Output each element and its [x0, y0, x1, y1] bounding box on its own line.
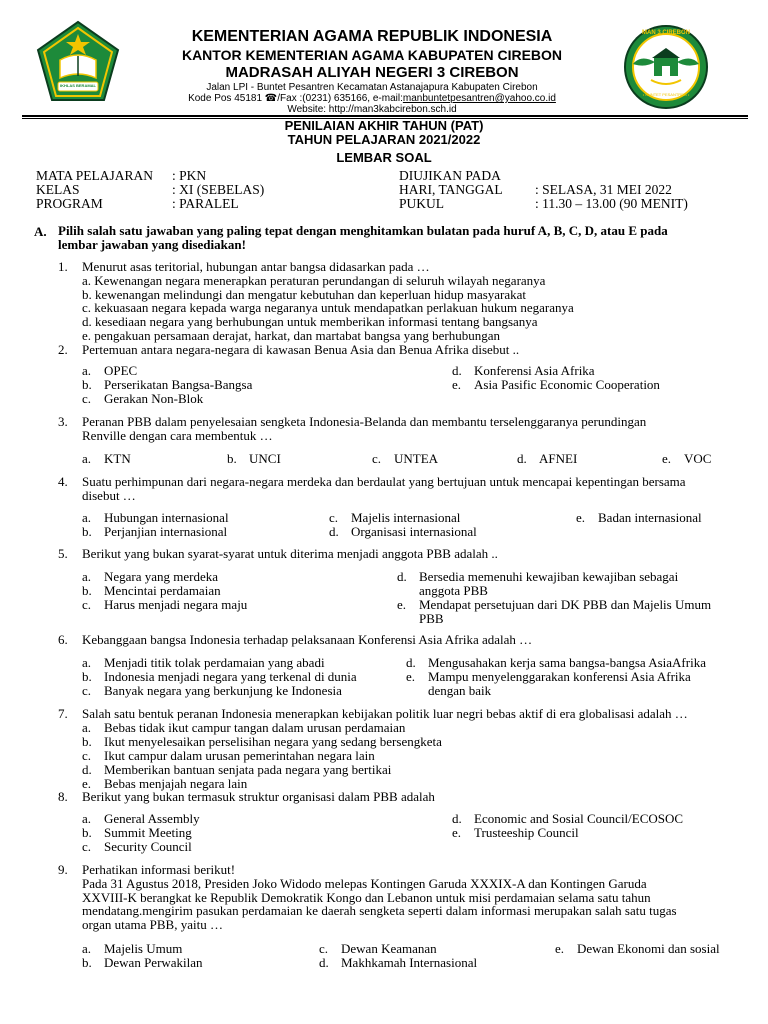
option-7e: e. Bebas menjajah negara lain: [82, 776, 248, 791]
option-1d: d. kesediaan negara yang berhubungan untuk memberikan informasi tentang bangsanya: [82, 314, 538, 329]
right-logo-bottom-text: • BUNTET PESANTREN •: [642, 92, 690, 97]
question-text: Pertemuan antara negara-negara di kawasan Benua Asia dan Benua Afrika disebut ..: [82, 342, 520, 357]
instruction-line-2: lembar jawaban yang disediakan!: [58, 237, 246, 252]
info-value-day-date: : SELASA, 31 MEI 2022: [535, 182, 672, 197]
option-1a: a. Kewenangan negara menerapkan peraturan perundangan di seluruh wilayah negaranya: [82, 273, 546, 288]
option-5a: a. Negara yang merdeka: [82, 569, 219, 584]
option-5e: Mendapat persetujuan dari DK PBB dan Majelis Umum PBB: [419, 597, 712, 626]
option-3d: d. AFNEI: [517, 451, 578, 466]
question-text: Peranan PBB dalam penyelesaian sengketa Indonesia-Belanda dan membantu terselenggaranya perundingan Renville dengan cara membentuk …: [82, 414, 647, 443]
option-8c: c. Security Council: [82, 839, 192, 854]
question-number: 8.: [58, 789, 68, 804]
option-7a: a. Bebas tidak ikut campur tangan dalam urusan perdamaian: [82, 720, 406, 735]
question-text: Salah satu bentuk peranan Indonesia menerapkan kebijakan politik luar negri bebas aktif di era globalisasi adalah …: [82, 706, 688, 721]
question-text: Berikut yang bukan syarat-syarat untuk diterima menjadi anggota PBB adalah ..: [82, 546, 498, 561]
option-9d: d. Makhkamah Internasional: [319, 955, 478, 970]
contact-prefix: Kode Pos 45181 ☎/Fax :(0231) 635166, e-mail:: [188, 93, 403, 104]
option-3c: c. UNTEA: [372, 451, 439, 466]
question-text: Menurut asas teritorial, hubungan antar bangsa didasarkan pada …: [82, 259, 430, 274]
option-4d: d. Organisasi internasional: [329, 524, 477, 539]
option-3e: e. VOC: [662, 451, 712, 466]
option-4b: b. Perjanjian internasional: [82, 524, 228, 539]
option-9b: b. Dewan Perwakilan: [82, 955, 203, 970]
letterhead-rule: [22, 115, 748, 117]
option-6b: b. Indonesia menjadi negara yang terkenal di dunia: [82, 669, 357, 684]
sheet-title: LEMBAR SOAL: [336, 150, 432, 165]
question-text: Perhatikan informasi berikut!: [82, 862, 236, 877]
section-instruction: [58, 224, 734, 252]
option-6a: a. Menjadi titik tolak perdamaian yang abadi: [82, 655, 325, 670]
section-label: A.: [34, 224, 47, 239]
question-passage: Pada 31 Agustus 2018, Presiden Joko Widodo melepas Kontingen Garuda XXXIX-A dan Kontingen Garuda XXVIII-K berangkat ke Republik Demokratik Kongo dan Lebanon untuk misi perdamaian selama satu tahun mendatang.mengirim pasukan perdamaian ke daerah sengketa seperti dalam informasi merupakan salah satu tugas organ utama PBB, yaitu …: [82, 876, 677, 932]
option-5d: Bersedia memenuhi kewajiban kewajiban sebagai anggota PBB: [419, 569, 679, 598]
school-address: Jalan LPI - Buntet Pesantren Kecamatan Astanajapura Kabupaten Cirebon: [206, 82, 538, 93]
info-value-time: : 11.30 – 13.00 (90 MENIT): [535, 196, 688, 211]
option-8e: e. Trusteeship Council: [452, 825, 579, 840]
option-5d-letter: d.: [397, 569, 407, 584]
info-value-class: : XI (SEBELAS): [172, 182, 265, 197]
school-website: Website: http://man3kabcirebon.sch.id: [287, 104, 457, 115]
question-text: Kebanggaan bangsa Indonesia terhadap pelaksanaan Konferensi Asia Afrika adalah …: [82, 632, 533, 647]
option-8d: d. Economic and Sosial Council/ECOSOC: [452, 811, 684, 826]
info-label-day-date: HARI, TANGGAL: [399, 182, 503, 197]
option-9e: e. Dewan Ekonomi dan sosial: [555, 941, 720, 956]
option-2c: c. Gerakan Non-Blok: [82, 391, 204, 406]
question-text: Suatu perhimpunan dari negara-negara merdeka dan berdaulat yang bertujuan untuk mencapai kepentingan bersama disebut …: [82, 474, 686, 503]
question-number: 1.: [58, 259, 68, 274]
option-5b: b. Mencintai perdamaian: [82, 583, 221, 598]
info-label-program: PROGRAM: [36, 196, 103, 211]
option-2d: d. Konferensi Asia Afrika: [452, 363, 595, 378]
info-value-subject: : PKN: [172, 168, 207, 183]
question-number: 4.: [58, 474, 68, 489]
option-9a: a. Majelis Umum: [82, 941, 183, 956]
option-9c: c. Dewan Keamanan: [319, 941, 437, 956]
option-6c: c. Banyak negara yang berkunjung ke Indonesia: [82, 683, 342, 698]
option-6e-letter: e.: [406, 669, 416, 684]
option-5c: c. Harus menjadi negara maju: [82, 597, 248, 612]
option-4c: c. Majelis internasional: [329, 510, 461, 525]
option-3b: b. UNCI: [227, 451, 281, 466]
instruction-line-1: Pilih salah satu jawaban yang paling tepat dengan menghitamkan bulatan pada huruf A, B, C, D, atau E pada: [58, 223, 668, 238]
question-number: 9.: [58, 862, 68, 877]
ministry-title: KEMENTERIAN AGAMA REPUBLIK INDONESIA: [191, 28, 553, 45]
option-1c: c. kekuasaan negara kepada warga negaranya untuk mendapatkan perlakuan hukum negaranya: [82, 300, 574, 315]
info-label-subject: MATA PELAJARAN: [36, 168, 154, 183]
question-number: 3.: [58, 414, 68, 429]
question-number: 7.: [58, 706, 68, 721]
option-2e: e. Asia Pasific Economic Cooperation: [452, 377, 660, 392]
option-1b: b. kewenangan melindungi dan mengatur kebutuhan dan keperluan hidup masyarakat: [82, 287, 527, 302]
option-7b: b. Ikut menyelesaikan perselisihan negara yang sedang bersengketa: [82, 734, 442, 749]
year-title: TAHUN PELAJARAN 2021/2022: [287, 132, 481, 147]
question-number: 2.: [58, 342, 68, 357]
option-2a: a. OPEC: [82, 363, 138, 378]
option-3a: a. KTN: [82, 451, 131, 466]
option-8b: b. Summit Meeting: [82, 825, 192, 840]
option-5e-letter: e.: [397, 597, 407, 612]
option-7c: c. Ikut campur dalam urusan pemerintahan negara lain: [82, 748, 375, 763]
office-title: KANTOR KEMENTERIAN AGAMA KABUPATEN CIREBON: [181, 47, 563, 63]
option-2b: b. Perserikatan Bangsa-Bangsa: [82, 377, 253, 392]
school-title: MADRASAH ALIYAH NEGERI 3 CIREBON: [225, 64, 519, 81]
exam-title: PENILAIAN AKHIR TAHUN (PAT): [284, 118, 484, 133]
email-link[interactable]: manbuntetpesantren@yahoo.co.id: [402, 93, 556, 104]
info-label-tested: DIUJIKAN PADA: [399, 168, 501, 183]
option-7d: d. Memberikan bantuan senjata pada negara yang bertikai: [82, 762, 392, 777]
question-number: 5.: [58, 546, 68, 561]
option-4a: a. Hubungan internasional: [82, 510, 229, 525]
info-label-time: PUKUL: [399, 196, 445, 211]
option-6d: d. Mengusahakan kerja sama bangsa-bangsa AsiaAfrika: [406, 655, 706, 670]
man3-cirebon-logo: [621, 24, 711, 110]
info-label-class: KELAS: [36, 182, 80, 197]
info-value-program: : PARALEL: [172, 196, 239, 211]
kemenag-logo: [34, 20, 122, 104]
option-6e: Mampu menyelenggarakan konferensi Asia Afrika dengan baik: [428, 669, 691, 698]
school-contact: [130, 93, 614, 104]
question-number: 6.: [58, 632, 68, 647]
right-logo-top-text: MAN 3 CIREBON: [641, 30, 690, 36]
option-4e: e. Badan internasional: [576, 510, 702, 525]
question-text: Berikut yang bukan termasuk struktur organisasi dalam PBB adalah: [82, 789, 435, 804]
option-8a: a. General Assembly: [82, 811, 200, 826]
option-1e: e. pengakuan persamaan derajat, harkat, dan martabat bangsa yang berhubungan: [82, 328, 500, 343]
left-logo-text: IKHLAS BERAMAL: [60, 83, 96, 88]
